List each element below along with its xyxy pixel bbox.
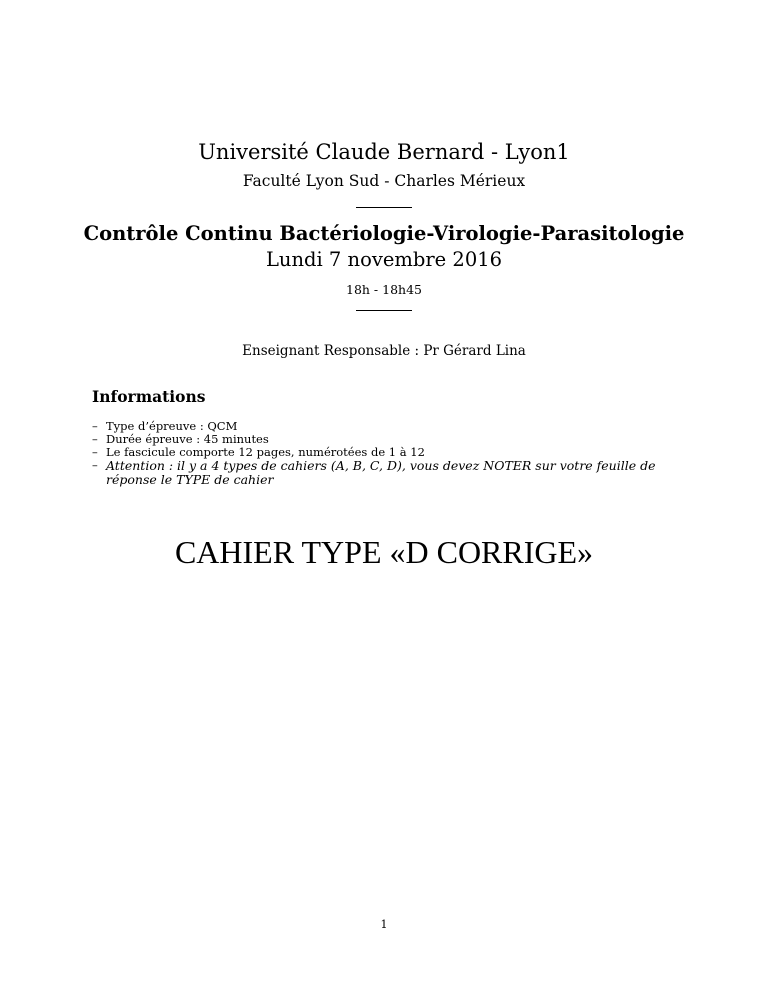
informations-heading: Informations	[92, 387, 206, 406]
responsible-teacher: Enseignant Responsable : Pr Gérard Lina	[242, 343, 526, 359]
exam-title: Contrôle Continu Bactériologie-Virologie-Parasitologie	[83, 222, 685, 245]
informations-list	[92, 420, 692, 486]
exam-date: Lundi 7 novembre 2016	[265, 248, 503, 271]
list-item-text: Durée épreuve : 45 minutes	[106, 432, 269, 446]
dash-bullet: –	[92, 445, 98, 459]
dash-bullet: –	[92, 432, 98, 446]
exam-time: 18h - 18h45	[346, 282, 422, 297]
faculty-name: Faculté Lyon Sud - Charles Mérieux	[242, 172, 526, 190]
list-item-text: Type d’épreuve : QCM	[106, 419, 238, 433]
separator-rule	[356, 310, 412, 311]
list-item-text: Le fascicule comporte 12 pages, numérotées de 1 à 12	[106, 445, 425, 459]
university-name: Université Claude Bernard - Lyon1	[198, 140, 570, 164]
separator-rule	[356, 207, 412, 208]
booklet-type-heading: CAHIER TYPE «D CORRIGE»	[174, 534, 594, 570]
dash-bullet: –	[92, 419, 98, 433]
page-number: 1	[380, 918, 388, 931]
list-item-attention	[92, 459, 692, 486]
attention-text: Attention : il y a 4 types de cahiers (A, B, C, D), vous devez NOTER sur votre feuille de réponse le TYPE de cahier	[106, 458, 656, 487]
dash-bullet: –	[92, 458, 98, 472]
